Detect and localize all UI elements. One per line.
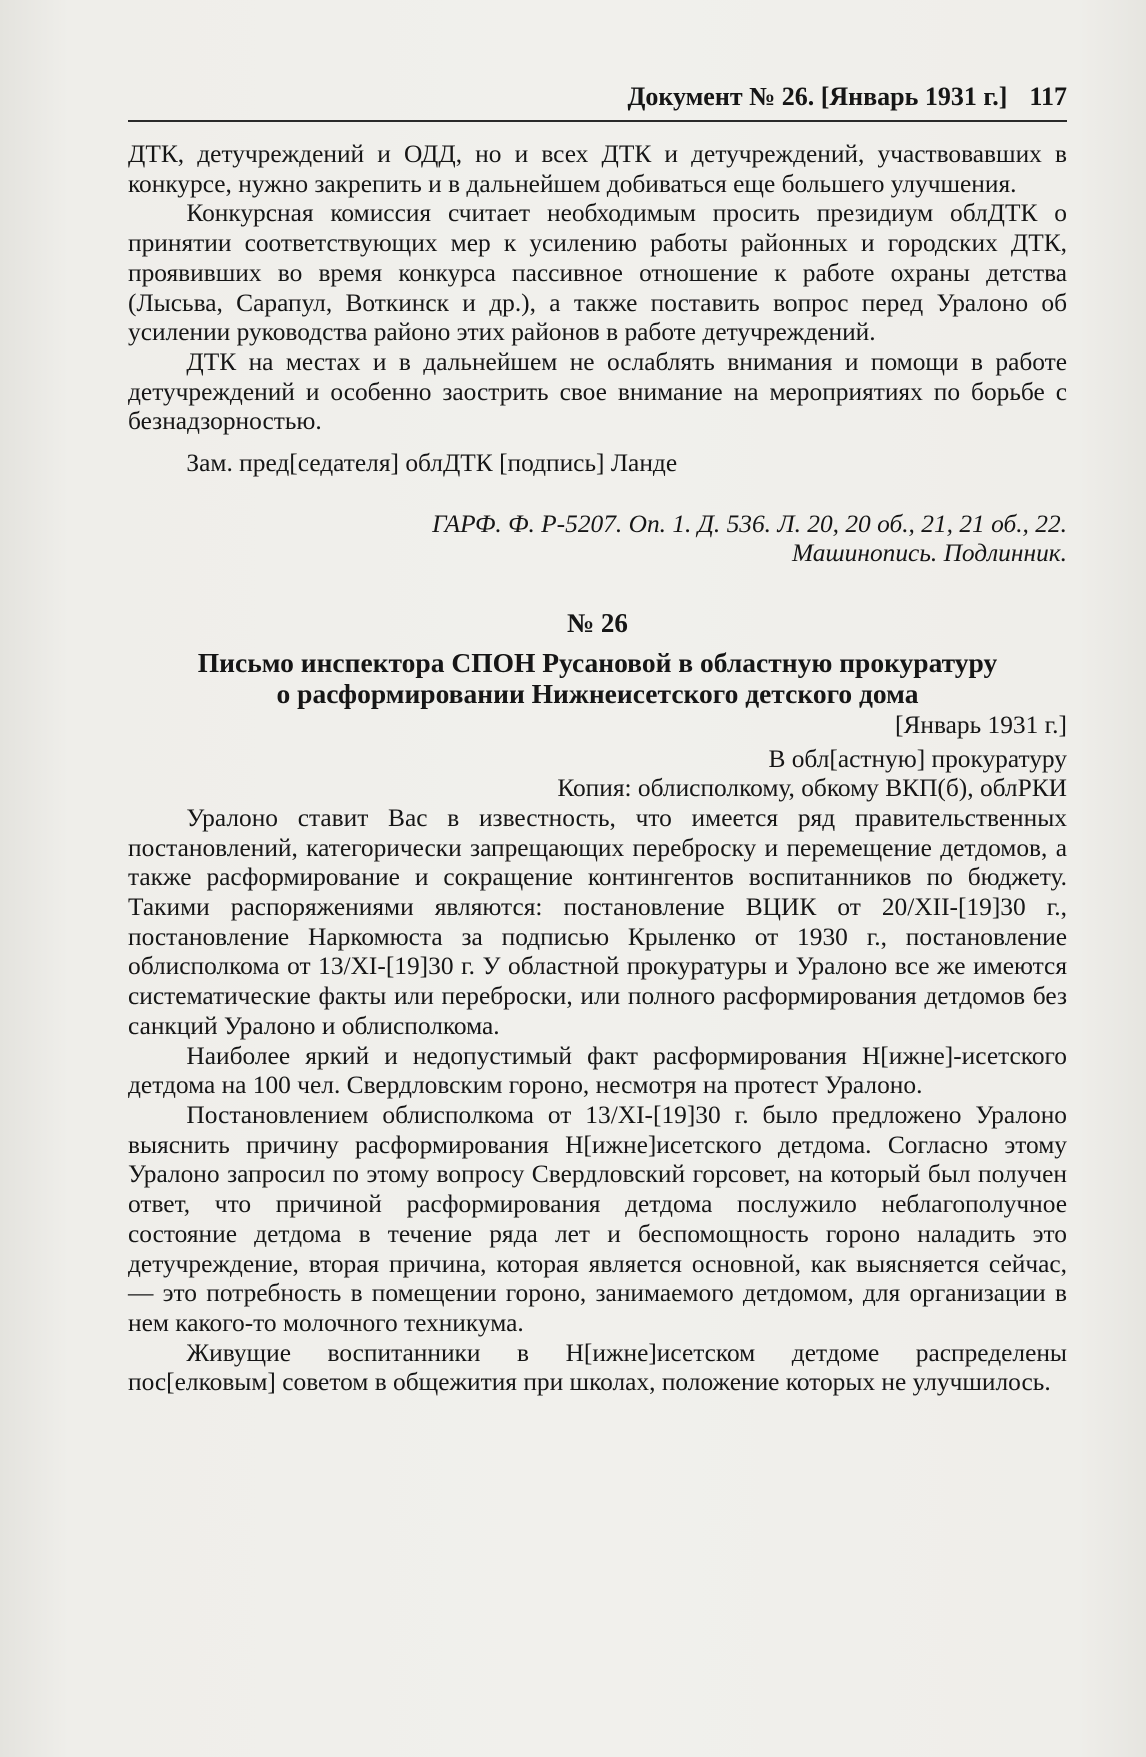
signature-line: Зам. пред[седателя] облДТК [подпись] Ланде [186, 449, 678, 478]
archive-note: Машинопись. Подлинник. [792, 539, 1067, 568]
document-title-line-2: о расформировании Нижнеисетского детского дома [276, 677, 919, 709]
running-header [128, 82, 1067, 122]
letter-paragraph-3: Постановлением облисполкома от 13/XI-[19]30 г. было предложено Уралоно выяснить причину расформирования Н[ижне]исетского детдома. Согласно этому Уралоно запросил по этому вопросу Свердловский горсовет, на который был получен ответ, что причиной расформирования детдома послужило неблагополучное состояние детдома в течение ряда лет и беспомощность гороно наладить это детучреждение, вторая причина, которая является основной, как выясняется сейчас, — это потребность в помещении гороно, занимаемого детдомом, для организации в нем какого-то молочного техникума. [128, 1100, 1067, 1337]
document-title-line-1: Письмо инспектора СПОН Русановой в областную прокуратуру [197, 646, 998, 678]
copy-recipients: Копия: облисполкому, обкому ВКП(б), облРКИ [557, 774, 1067, 803]
letter-paragraph-4: Живущие воспитанники в Н[ижне]исетском детдоме распределены пос[елковым] советом в общежития при школах, положение которых не улучшилось. [128, 1338, 1067, 1397]
header-document-reference: Документ № 26. [Январь 1931 г.] [627, 82, 1008, 111]
letter-paragraph-1: Уралоно ставит Вас в известность, что имеется ряд правительственных постановлений, категорически запрещающих переброску и перемещение детдомов, а также расформирование и сокращение контингентов воспитанников по бюджету. Такими распоряжениями являются: постановление ВЦИК от 20/XII-[19]30 г., постановление Наркомюста за подписью Крыленко от 1930 г., постановление облисполкома от 13/XI-[19]30 г. У областной прокуратуры и Уралоно все же имеются систематические факты или переброски, или полного расформирования детдомов без санкций Уралоно и облисполкома. [128, 803, 1067, 1040]
addressee-block [128, 745, 1067, 804]
page-content [128, 140, 1067, 1398]
page-number: 117 [1029, 82, 1067, 111]
paragraph-continued: ДТК, детучреждений и ОДД, но и всех ДТК и детучреждений, участвовавших в конкурсе, нужно закрепить и в дальнейшем добиваться еще большего улучшения. [128, 140, 1067, 198]
paragraph-local-dtk: ДТК на местах и в дальнейшем не ослаблять внимания и помощи в работе детучреждений и особенно заострить свое внимание на мероприятиях по борьбе с безнадзорностью. [128, 347, 1067, 436]
letter-paragraph-2: Наиболее яркий и недопустимый факт расформирования Н[ижне]-исетского детдома на 100 чел. Свердловским гороно, несмотря на протест Уралоно. [128, 1041, 1067, 1100]
document-number: № 26 [567, 608, 628, 639]
archive-reference: ГАРФ. Ф. Р-5207. Оп. 1. Д. 536. Л. 20, 20 об., 21, 21 об., 22. [432, 509, 1067, 538]
paragraph-commission: Конкурсная комиссия считает необходимым просить президиум облДТК о принятии соответствующих мер к усилению работы районных и городских ДТК, проявивших во время конкурса пассивное отношение к работе охраны детства (Лысьва, Сарапул, Воткинск и др.), а также поставить вопрос перед Уралоно об усилении руководства районо этих районов в работе детучреждений. [128, 199, 1067, 347]
document-date: [Январь 1931 г.] [894, 710, 1067, 739]
addressee: В обл[астную] прокуратуру [768, 744, 1067, 773]
